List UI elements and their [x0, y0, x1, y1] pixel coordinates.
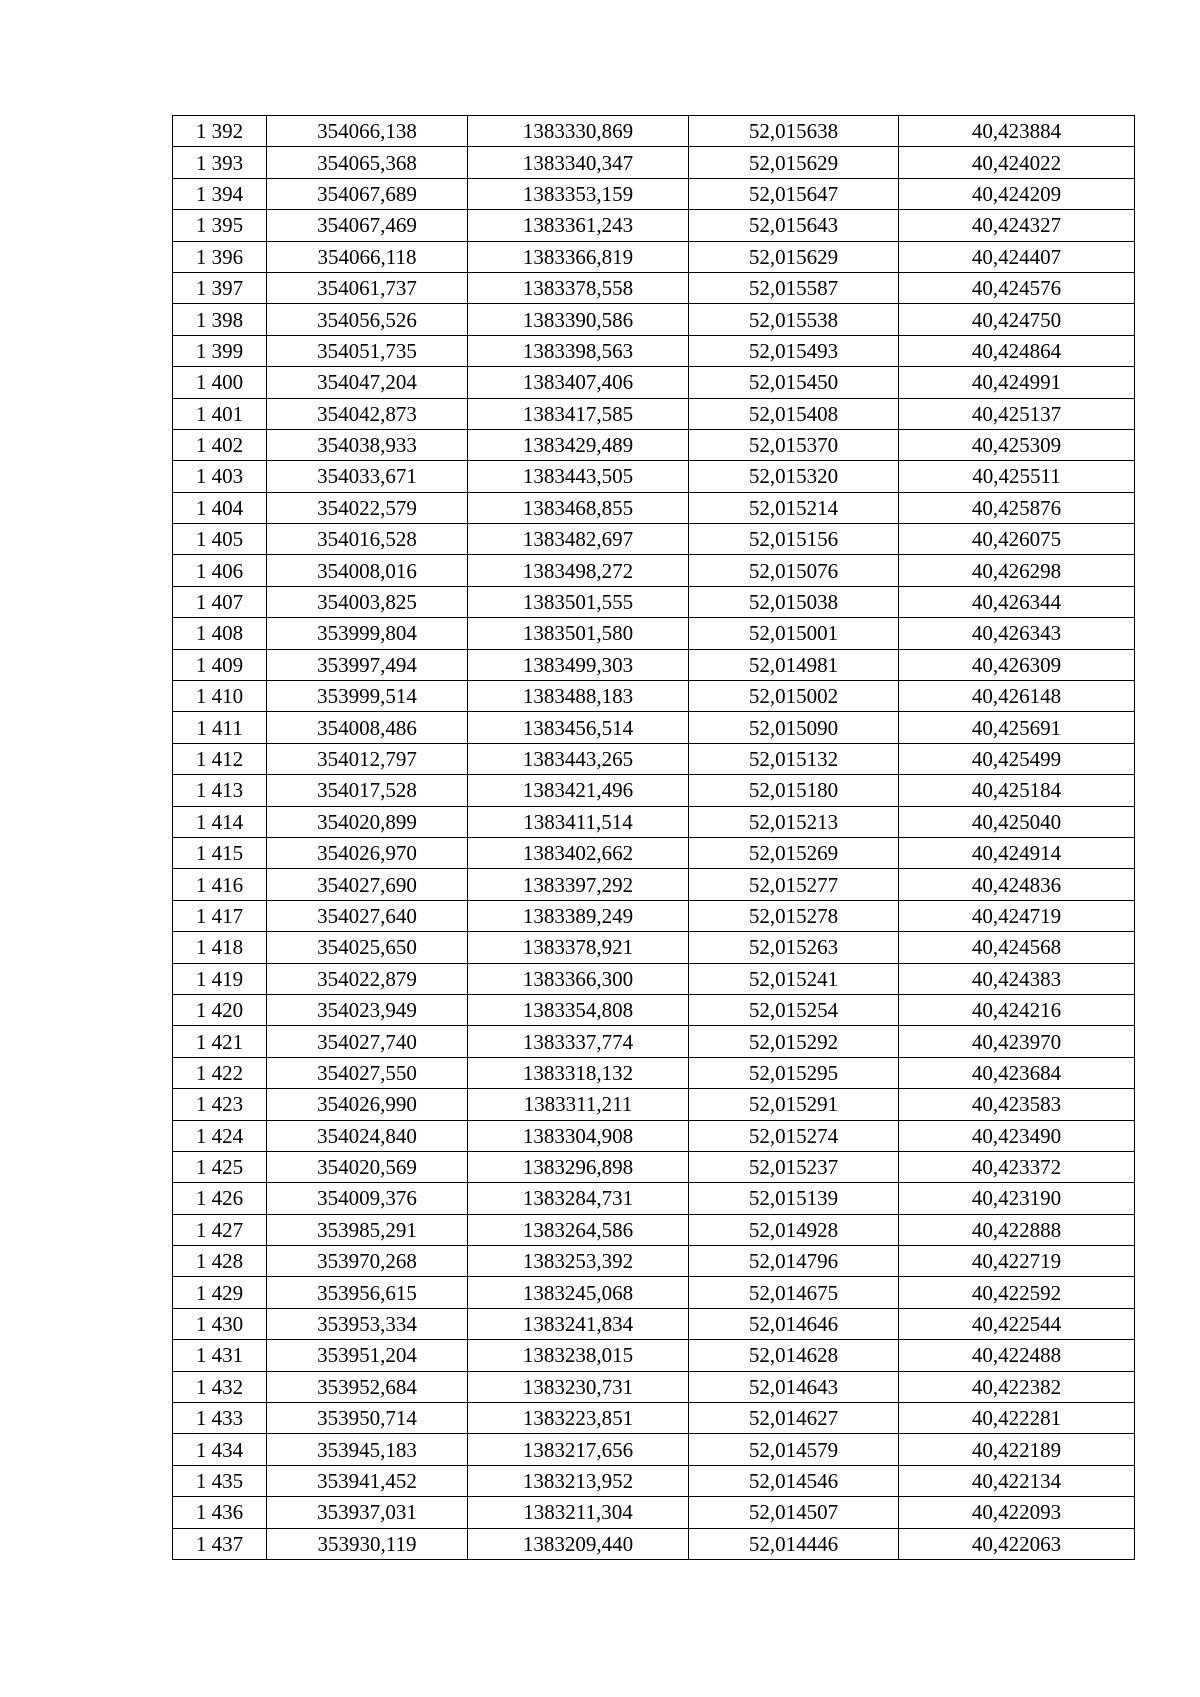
- x-coordinate-cell: 353985,291: [267, 1214, 468, 1245]
- x-coordinate-cell: 353930,119: [267, 1528, 468, 1559]
- point-number-cell: 1 427: [173, 1214, 267, 1245]
- latitude-cell: 52,015370: [689, 429, 899, 460]
- latitude-cell: 52,015538: [689, 304, 899, 335]
- x-coordinate-cell: 353953,334: [267, 1308, 468, 1339]
- longitude-cell: 40,423190: [899, 1183, 1135, 1214]
- latitude-cell: 52,015090: [689, 712, 899, 743]
- y-coordinate-cell: 1383318,132: [468, 1057, 689, 1088]
- table-row: [173, 1497, 1135, 1528]
- point-number-cell: 1 396: [173, 241, 267, 272]
- y-coordinate-cell: 1383501,555: [468, 586, 689, 617]
- table-row: [173, 1340, 1135, 1371]
- latitude-cell: 52,014546: [689, 1465, 899, 1496]
- longitude-cell: 40,423372: [899, 1151, 1135, 1182]
- longitude-cell: 40,426343: [899, 618, 1135, 649]
- point-number-cell: 1 402: [173, 429, 267, 460]
- latitude-cell: 52,014628: [689, 1340, 899, 1371]
- latitude-cell: 52,015629: [689, 147, 899, 178]
- point-number-cell: 1 404: [173, 492, 267, 523]
- x-coordinate-cell: 353952,684: [267, 1371, 468, 1402]
- coordinates-table-body: [173, 116, 1135, 1560]
- point-number-cell: 1 397: [173, 272, 267, 303]
- table-row: [173, 304, 1135, 335]
- latitude-cell: 52,015001: [689, 618, 899, 649]
- x-coordinate-cell: 353951,204: [267, 1340, 468, 1371]
- x-coordinate-cell: 353956,615: [267, 1277, 468, 1308]
- x-coordinate-cell: 354066,118: [267, 241, 468, 272]
- longitude-cell: 40,424576: [899, 272, 1135, 303]
- y-coordinate-cell: 1383456,514: [468, 712, 689, 743]
- table-row: [173, 1371, 1135, 1402]
- latitude-cell: 52,015638: [689, 116, 899, 147]
- point-number-cell: 1 411: [173, 712, 267, 743]
- y-coordinate-cell: 1383411,514: [468, 806, 689, 837]
- latitude-cell: 52,015274: [689, 1120, 899, 1151]
- table-row: [173, 1528, 1135, 1559]
- latitude-cell: 52,014646: [689, 1308, 899, 1339]
- latitude-cell: 52,014675: [689, 1277, 899, 1308]
- point-number-cell: 1 410: [173, 681, 267, 712]
- x-coordinate-cell: 354008,486: [267, 712, 468, 743]
- point-number-cell: 1 401: [173, 398, 267, 429]
- table-row: [173, 524, 1135, 555]
- y-coordinate-cell: 1383443,265: [468, 743, 689, 774]
- x-coordinate-cell: 353937,031: [267, 1497, 468, 1528]
- table-row: [173, 1277, 1135, 1308]
- y-coordinate-cell: 1383378,921: [468, 932, 689, 963]
- x-coordinate-cell: 354020,899: [267, 806, 468, 837]
- x-coordinate-cell: 354027,640: [267, 900, 468, 931]
- latitude-cell: 52,015214: [689, 492, 899, 523]
- latitude-cell: 52,015629: [689, 241, 899, 272]
- latitude-cell: 52,015213: [689, 806, 899, 837]
- point-number-cell: 1 403: [173, 461, 267, 492]
- longitude-cell: 40,425499: [899, 743, 1135, 774]
- x-coordinate-cell: 354003,825: [267, 586, 468, 617]
- x-coordinate-cell: 354051,735: [267, 335, 468, 366]
- latitude-cell: 52,014796: [689, 1246, 899, 1277]
- table-row: [173, 555, 1135, 586]
- y-coordinate-cell: 1383284,731: [468, 1183, 689, 1214]
- y-coordinate-cell: 1383253,392: [468, 1246, 689, 1277]
- y-coordinate-cell: 1383443,505: [468, 461, 689, 492]
- latitude-cell: 52,015587: [689, 272, 899, 303]
- y-coordinate-cell: 1383402,662: [468, 837, 689, 868]
- latitude-cell: 52,014579: [689, 1434, 899, 1465]
- x-coordinate-cell: 354061,737: [267, 272, 468, 303]
- table-row: [173, 272, 1135, 303]
- point-number-cell: 1 423: [173, 1089, 267, 1120]
- x-coordinate-cell: 354027,550: [267, 1057, 468, 1088]
- longitude-cell: 40,425309: [899, 429, 1135, 460]
- longitude-cell: 40,426298: [899, 555, 1135, 586]
- y-coordinate-cell: 1383245,068: [468, 1277, 689, 1308]
- longitude-cell: 40,422488: [899, 1340, 1135, 1371]
- longitude-cell: 40,424750: [899, 304, 1135, 335]
- point-number-cell: 1 430: [173, 1308, 267, 1339]
- y-coordinate-cell: 1383361,243: [468, 210, 689, 241]
- x-coordinate-cell: 353999,804: [267, 618, 468, 649]
- point-number-cell: 1 417: [173, 900, 267, 931]
- x-coordinate-cell: 354033,671: [267, 461, 468, 492]
- x-coordinate-cell: 353945,183: [267, 1434, 468, 1465]
- y-coordinate-cell: 1383417,585: [468, 398, 689, 429]
- longitude-cell: 40,422189: [899, 1434, 1135, 1465]
- x-coordinate-cell: 354066,138: [267, 116, 468, 147]
- table-row: [173, 837, 1135, 868]
- y-coordinate-cell: 1383296,898: [468, 1151, 689, 1182]
- point-number-cell: 1 437: [173, 1528, 267, 1559]
- point-number-cell: 1 432: [173, 1371, 267, 1402]
- table-row: [173, 1465, 1135, 1496]
- latitude-cell: 52,015291: [689, 1089, 899, 1120]
- y-coordinate-cell: 1383209,440: [468, 1528, 689, 1559]
- longitude-cell: 40,425511: [899, 461, 1135, 492]
- y-coordinate-cell: 1383429,489: [468, 429, 689, 460]
- table-row: [173, 429, 1135, 460]
- latitude-cell: 52,015320: [689, 461, 899, 492]
- point-number-cell: 1 433: [173, 1403, 267, 1434]
- point-number-cell: 1 425: [173, 1151, 267, 1182]
- y-coordinate-cell: 1383354,808: [468, 994, 689, 1025]
- table-row: [173, 1120, 1135, 1151]
- table-row: [173, 712, 1135, 743]
- x-coordinate-cell: 354038,933: [267, 429, 468, 460]
- point-number-cell: 1 405: [173, 524, 267, 555]
- longitude-cell: 40,422093: [899, 1497, 1135, 1528]
- longitude-cell: 40,424836: [899, 869, 1135, 900]
- longitude-cell: 40,424216: [899, 994, 1135, 1025]
- point-number-cell: 1 416: [173, 869, 267, 900]
- latitude-cell: 52,015002: [689, 681, 899, 712]
- y-coordinate-cell: 1383366,300: [468, 963, 689, 994]
- y-coordinate-cell: 1383211,304: [468, 1497, 689, 1528]
- longitude-cell: 40,423970: [899, 1026, 1135, 1057]
- point-number-cell: 1 418: [173, 932, 267, 963]
- longitude-cell: 40,425876: [899, 492, 1135, 523]
- table-row: [173, 335, 1135, 366]
- longitude-cell: 40,422544: [899, 1308, 1135, 1339]
- latitude-cell: 52,015408: [689, 398, 899, 429]
- longitude-cell: 40,424407: [899, 241, 1135, 272]
- longitude-cell: 40,423884: [899, 116, 1135, 147]
- latitude-cell: 52,015180: [689, 775, 899, 806]
- latitude-cell: 52,015254: [689, 994, 899, 1025]
- latitude-cell: 52,014643: [689, 1371, 899, 1402]
- y-coordinate-cell: 1383501,580: [468, 618, 689, 649]
- x-coordinate-cell: 354008,016: [267, 555, 468, 586]
- x-coordinate-cell: 353997,494: [267, 649, 468, 680]
- point-number-cell: 1 428: [173, 1246, 267, 1277]
- latitude-cell: 52,014981: [689, 649, 899, 680]
- table-row: [173, 681, 1135, 712]
- point-number-cell: 1 395: [173, 210, 267, 241]
- point-number-cell: 1 414: [173, 806, 267, 837]
- point-number-cell: 1 421: [173, 1026, 267, 1057]
- longitude-cell: 40,424022: [899, 147, 1135, 178]
- y-coordinate-cell: 1383390,586: [468, 304, 689, 335]
- latitude-cell: 52,015132: [689, 743, 899, 774]
- table-row: [173, 1403, 1135, 1434]
- longitude-cell: 40,423583: [899, 1089, 1135, 1120]
- latitude-cell: 52,014627: [689, 1403, 899, 1434]
- point-number-cell: 1 424: [173, 1120, 267, 1151]
- table-row: [173, 1308, 1135, 1339]
- y-coordinate-cell: 1383389,249: [468, 900, 689, 931]
- longitude-cell: 40,423684: [899, 1057, 1135, 1088]
- latitude-cell: 52,015295: [689, 1057, 899, 1088]
- point-number-cell: 1 412: [173, 743, 267, 774]
- table-row: [173, 1151, 1135, 1182]
- longitude-cell: 40,425040: [899, 806, 1135, 837]
- y-coordinate-cell: 1383498,272: [468, 555, 689, 586]
- longitude-cell: 40,423490: [899, 1120, 1135, 1151]
- table-row: [173, 398, 1135, 429]
- x-coordinate-cell: 354025,650: [267, 932, 468, 963]
- latitude-cell: 52,014928: [689, 1214, 899, 1245]
- table-row: [173, 900, 1135, 931]
- longitude-cell: 40,422382: [899, 1371, 1135, 1402]
- table-row: [173, 147, 1135, 178]
- y-coordinate-cell: 1383468,855: [468, 492, 689, 523]
- y-coordinate-cell: 1383340,347: [468, 147, 689, 178]
- longitude-cell: 40,424383: [899, 963, 1135, 994]
- x-coordinate-cell: 353999,514: [267, 681, 468, 712]
- y-coordinate-cell: 1383421,496: [468, 775, 689, 806]
- longitude-cell: 40,422063: [899, 1528, 1135, 1559]
- y-coordinate-cell: 1383217,656: [468, 1434, 689, 1465]
- y-coordinate-cell: 1383304,908: [468, 1120, 689, 1151]
- longitude-cell: 40,425184: [899, 775, 1135, 806]
- table-row: [173, 461, 1135, 492]
- latitude-cell: 52,015643: [689, 210, 899, 241]
- point-number-cell: 1 415: [173, 837, 267, 868]
- x-coordinate-cell: 354026,970: [267, 837, 468, 868]
- point-number-cell: 1 436: [173, 1497, 267, 1528]
- point-number-cell: 1 394: [173, 178, 267, 209]
- point-number-cell: 1 422: [173, 1057, 267, 1088]
- longitude-cell: 40,422281: [899, 1403, 1135, 1434]
- table-row: [173, 649, 1135, 680]
- point-number-cell: 1 435: [173, 1465, 267, 1496]
- table-row: [173, 116, 1135, 147]
- longitude-cell: 40,424568: [899, 932, 1135, 963]
- x-coordinate-cell: 354026,990: [267, 1089, 468, 1120]
- latitude-cell: 52,015493: [689, 335, 899, 366]
- longitude-cell: 40,424864: [899, 335, 1135, 366]
- table-row: [173, 618, 1135, 649]
- point-number-cell: 1 431: [173, 1340, 267, 1371]
- y-coordinate-cell: 1383499,303: [468, 649, 689, 680]
- x-coordinate-cell: 354024,840: [267, 1120, 468, 1151]
- y-coordinate-cell: 1383230,731: [468, 1371, 689, 1402]
- latitude-cell: 52,015647: [689, 178, 899, 209]
- table-row: [173, 994, 1135, 1025]
- x-coordinate-cell: 354065,368: [267, 147, 468, 178]
- latitude-cell: 52,014446: [689, 1528, 899, 1559]
- longitude-cell: 40,426344: [899, 586, 1135, 617]
- y-coordinate-cell: 1383482,697: [468, 524, 689, 555]
- point-number-cell: 1 413: [173, 775, 267, 806]
- table-row: [173, 743, 1135, 774]
- table-row: [173, 210, 1135, 241]
- x-coordinate-cell: 354042,873: [267, 398, 468, 429]
- x-coordinate-cell: 353970,268: [267, 1246, 468, 1277]
- latitude-cell: 52,015156: [689, 524, 899, 555]
- table-row: [173, 775, 1135, 806]
- coordinates-table: [172, 115, 1135, 1560]
- y-coordinate-cell: 1383488,183: [468, 681, 689, 712]
- longitude-cell: 40,425137: [899, 398, 1135, 429]
- table-row: [173, 586, 1135, 617]
- table-row: [173, 178, 1135, 209]
- y-coordinate-cell: 1383407,406: [468, 367, 689, 398]
- point-number-cell: 1 429: [173, 1277, 267, 1308]
- x-coordinate-cell: 354056,526: [267, 304, 468, 335]
- y-coordinate-cell: 1383366,819: [468, 241, 689, 272]
- table-row: [173, 932, 1135, 963]
- x-coordinate-cell: 354009,376: [267, 1183, 468, 1214]
- latitude-cell: 52,015269: [689, 837, 899, 868]
- latitude-cell: 52,015241: [689, 963, 899, 994]
- table-row: [173, 1183, 1135, 1214]
- x-coordinate-cell: 353950,714: [267, 1403, 468, 1434]
- y-coordinate-cell: 1383398,563: [468, 335, 689, 366]
- x-coordinate-cell: 353941,452: [267, 1465, 468, 1496]
- longitude-cell: 40,426309: [899, 649, 1135, 680]
- point-number-cell: 1 400: [173, 367, 267, 398]
- longitude-cell: 40,424327: [899, 210, 1135, 241]
- table-row: [173, 963, 1135, 994]
- latitude-cell: 52,015139: [689, 1183, 899, 1214]
- longitude-cell: 40,424209: [899, 178, 1135, 209]
- latitude-cell: 52,015278: [689, 900, 899, 931]
- table-row: [173, 241, 1135, 272]
- latitude-cell: 52,015292: [689, 1026, 899, 1057]
- longitude-cell: 40,422592: [899, 1277, 1135, 1308]
- point-number-cell: 1 409: [173, 649, 267, 680]
- y-coordinate-cell: 1383337,774: [468, 1026, 689, 1057]
- longitude-cell: 40,424719: [899, 900, 1135, 931]
- x-coordinate-cell: 354067,469: [267, 210, 468, 241]
- y-coordinate-cell: 1383378,558: [468, 272, 689, 303]
- y-coordinate-cell: 1383311,211: [468, 1089, 689, 1120]
- latitude-cell: 52,015450: [689, 367, 899, 398]
- point-number-cell: 1 399: [173, 335, 267, 366]
- longitude-cell: 40,426148: [899, 681, 1135, 712]
- point-number-cell: 1 420: [173, 994, 267, 1025]
- table-row: [173, 492, 1135, 523]
- longitude-cell: 40,425691: [899, 712, 1135, 743]
- x-coordinate-cell: 354047,204: [267, 367, 468, 398]
- table-row: [173, 1057, 1135, 1088]
- longitude-cell: 40,422719: [899, 1246, 1135, 1277]
- point-number-cell: 1 408: [173, 618, 267, 649]
- point-number-cell: 1 393: [173, 147, 267, 178]
- point-number-cell: 1 419: [173, 963, 267, 994]
- y-coordinate-cell: 1383264,586: [468, 1214, 689, 1245]
- x-coordinate-cell: 354022,879: [267, 963, 468, 994]
- longitude-cell: 40,424991: [899, 367, 1135, 398]
- y-coordinate-cell: 1383397,292: [468, 869, 689, 900]
- y-coordinate-cell: 1383241,834: [468, 1308, 689, 1339]
- longitude-cell: 40,422134: [899, 1465, 1135, 1496]
- y-coordinate-cell: 1383238,015: [468, 1340, 689, 1371]
- x-coordinate-cell: 354017,528: [267, 775, 468, 806]
- latitude-cell: 52,015237: [689, 1151, 899, 1182]
- latitude-cell: 52,015038: [689, 586, 899, 617]
- table-row: [173, 869, 1135, 900]
- longitude-cell: 40,426075: [899, 524, 1135, 555]
- table-row: [173, 1026, 1135, 1057]
- x-coordinate-cell: 354012,797: [267, 743, 468, 774]
- latitude-cell: 52,015076: [689, 555, 899, 586]
- latitude-cell: 52,015263: [689, 932, 899, 963]
- point-number-cell: 1 434: [173, 1434, 267, 1465]
- table-row: [173, 1246, 1135, 1277]
- y-coordinate-cell: 1383223,851: [468, 1403, 689, 1434]
- table-row: [173, 1214, 1135, 1245]
- table-row: [173, 806, 1135, 837]
- point-number-cell: 1 406: [173, 555, 267, 586]
- y-coordinate-cell: 1383213,952: [468, 1465, 689, 1496]
- longitude-cell: 40,422888: [899, 1214, 1135, 1245]
- x-coordinate-cell: 354016,528: [267, 524, 468, 555]
- x-coordinate-cell: 354022,579: [267, 492, 468, 523]
- latitude-cell: 52,014507: [689, 1497, 899, 1528]
- point-number-cell: 1 407: [173, 586, 267, 617]
- y-coordinate-cell: 1383330,869: [468, 116, 689, 147]
- x-coordinate-cell: 354023,949: [267, 994, 468, 1025]
- x-coordinate-cell: 354067,689: [267, 178, 468, 209]
- point-number-cell: 1 426: [173, 1183, 267, 1214]
- x-coordinate-cell: 354020,569: [267, 1151, 468, 1182]
- latitude-cell: 52,015277: [689, 869, 899, 900]
- table-row: [173, 367, 1135, 398]
- x-coordinate-cell: 354027,690: [267, 869, 468, 900]
- table-row: [173, 1089, 1135, 1120]
- y-coordinate-cell: 1383353,159: [468, 178, 689, 209]
- table-row: [173, 1434, 1135, 1465]
- point-number-cell: 1 398: [173, 304, 267, 335]
- x-coordinate-cell: 354027,740: [267, 1026, 468, 1057]
- point-number-cell: 1 392: [173, 116, 267, 147]
- longitude-cell: 40,424914: [899, 837, 1135, 868]
